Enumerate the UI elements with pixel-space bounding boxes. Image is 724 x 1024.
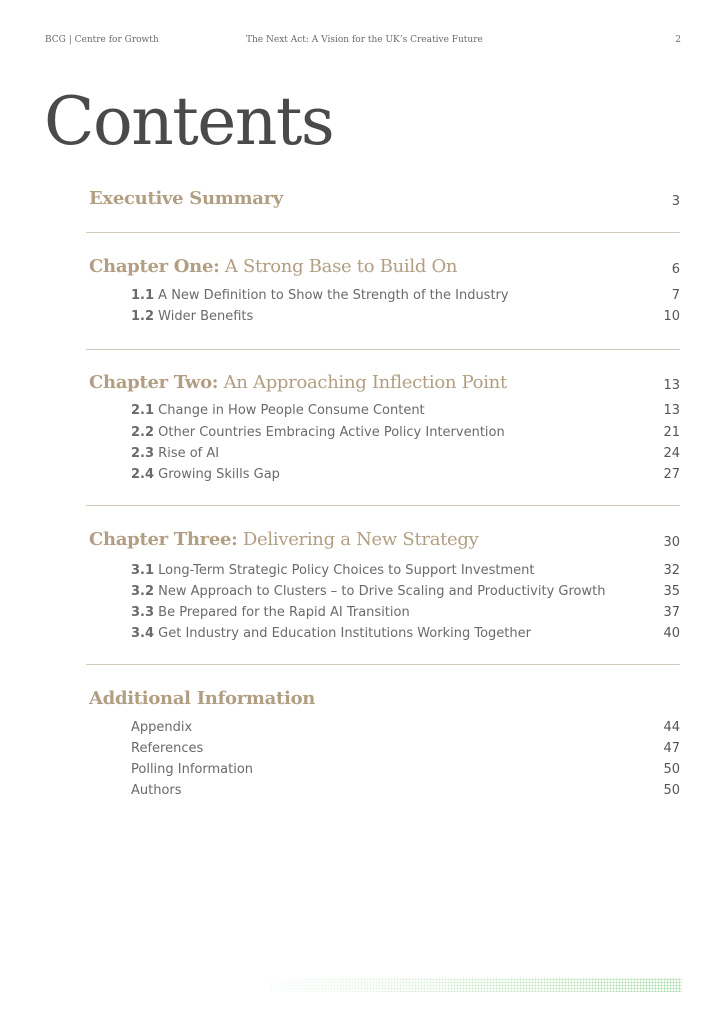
toc-item-page: 47	[663, 741, 680, 756]
section-prefix: Chapter Two:	[89, 372, 219, 393]
toc-item-authors[interactable]	[131, 783, 680, 801]
toc-item-number: 1.1	[131, 288, 155, 303]
toc-item-label: Long-Term Strategic Policy Choices to Support Investment	[158, 563, 535, 578]
toc-item-page: 21	[663, 425, 680, 440]
toc-item-appendix[interactable]	[131, 720, 680, 738]
toc-section-chapter-one[interactable]	[89, 253, 680, 279]
toc-item-number: 3.4	[131, 626, 155, 641]
toc-item-label: Other Countries Embracing Active Policy Intervention	[158, 425, 505, 440]
toc-item-page: 40	[663, 626, 680, 641]
toc-item-label: A New Definition to Show the Strength of the Industry	[158, 288, 509, 303]
section-divider	[86, 664, 680, 665]
toc-item-label: Change in How People Consume Content	[158, 403, 425, 418]
toc-item-label: Authors	[131, 783, 182, 798]
section-divider	[86, 505, 680, 506]
page-title: Contents	[44, 83, 334, 160]
toc-item-page: 13	[663, 403, 680, 418]
toc-item-page: 10	[663, 309, 680, 324]
section-page-number: 13	[663, 378, 680, 393]
toc-item-polling-information[interactable]	[131, 762, 680, 780]
section-title	[89, 372, 507, 393]
toc-item-page: 24	[663, 446, 680, 461]
toc-item[interactable]	[131, 467, 680, 485]
toc-item-page: 27	[663, 467, 680, 482]
toc-item[interactable]	[131, 309, 680, 327]
toc-item-page: 37	[663, 605, 680, 620]
section-title	[89, 688, 315, 709]
section-divider	[86, 232, 680, 233]
section-title-text: Delivering a New Strategy	[242, 529, 479, 550]
toc-item-page: 44	[663, 720, 680, 735]
toc-item-label: Polling Information	[131, 762, 254, 777]
toc-item[interactable]	[131, 584, 680, 602]
toc-item-label: References	[131, 741, 204, 756]
toc-item[interactable]	[131, 446, 680, 464]
toc-item-number: 1.2	[131, 309, 155, 324]
toc-item-number: 2.2	[131, 425, 155, 440]
header-document-title: The Next Act: A Vision for the UK’s Creative Future	[246, 35, 483, 45]
toc-item-references[interactable]	[131, 741, 680, 759]
toc-item-page: 32	[663, 563, 680, 578]
toc-item-label: Get Industry and Education Institutions Working Together	[158, 626, 531, 641]
toc-item-label: New Approach to Clusters – to Drive Scaling and Productivity Growth	[158, 584, 606, 599]
section-title-text: An Approaching Inflection Point	[223, 372, 507, 393]
toc-item-number: 3.2	[131, 584, 155, 599]
section-prefix: Chapter One:	[89, 256, 220, 277]
toc-item-page: 35	[663, 584, 680, 599]
section-title	[89, 529, 479, 550]
toc-section-chapter-three[interactable]	[89, 526, 680, 552]
toc-item-label: Be Prepared for the Rapid AI Transition	[158, 605, 410, 620]
toc-item[interactable]	[131, 403, 680, 421]
toc-item-number: 2.4	[131, 467, 155, 482]
toc-item-label: Growing Skills Gap	[158, 467, 280, 482]
toc-section-additional-information[interactable]	[89, 685, 680, 711]
toc-item-label: Wider Benefits	[158, 309, 254, 324]
section-title-text: A Strong Base to Build On	[224, 256, 458, 277]
toc-item-page: 50	[663, 783, 680, 798]
toc-item-label: Appendix	[131, 720, 193, 735]
toc-item[interactable]	[131, 288, 680, 306]
header-publisher: BCG | Centre for Growth	[45, 35, 159, 45]
toc-item[interactable]	[131, 605, 680, 623]
section-page-number: 3	[671, 194, 680, 209]
toc-section-chapter-two[interactable]	[89, 369, 680, 395]
header-page-number: 2	[675, 35, 681, 45]
section-page-number: 30	[663, 535, 680, 550]
toc-item-number: 2.3	[131, 446, 155, 461]
section-page-number: 6	[671, 262, 680, 277]
toc-item[interactable]	[131, 425, 680, 443]
toc-item[interactable]	[131, 563, 680, 581]
toc-item-page: 50	[663, 762, 680, 777]
toc-item-number: 3.3	[131, 605, 155, 620]
toc-item-number: 2.1	[131, 403, 155, 418]
section-title-text: Additional Information	[89, 688, 316, 709]
section-title-text: Executive Summary	[89, 188, 283, 209]
decorative-dot-band	[270, 978, 682, 992]
toc-item-number: 3.1	[131, 563, 155, 578]
section-prefix: Chapter Three:	[89, 529, 238, 550]
toc-section-executive-summary[interactable]	[89, 185, 680, 211]
toc-item-label: Rise of AI	[158, 446, 220, 461]
toc-item[interactable]	[131, 626, 680, 644]
section-title	[89, 188, 283, 209]
section-divider	[86, 349, 680, 350]
toc-item-page: 7	[671, 288, 680, 303]
section-title	[89, 256, 457, 277]
